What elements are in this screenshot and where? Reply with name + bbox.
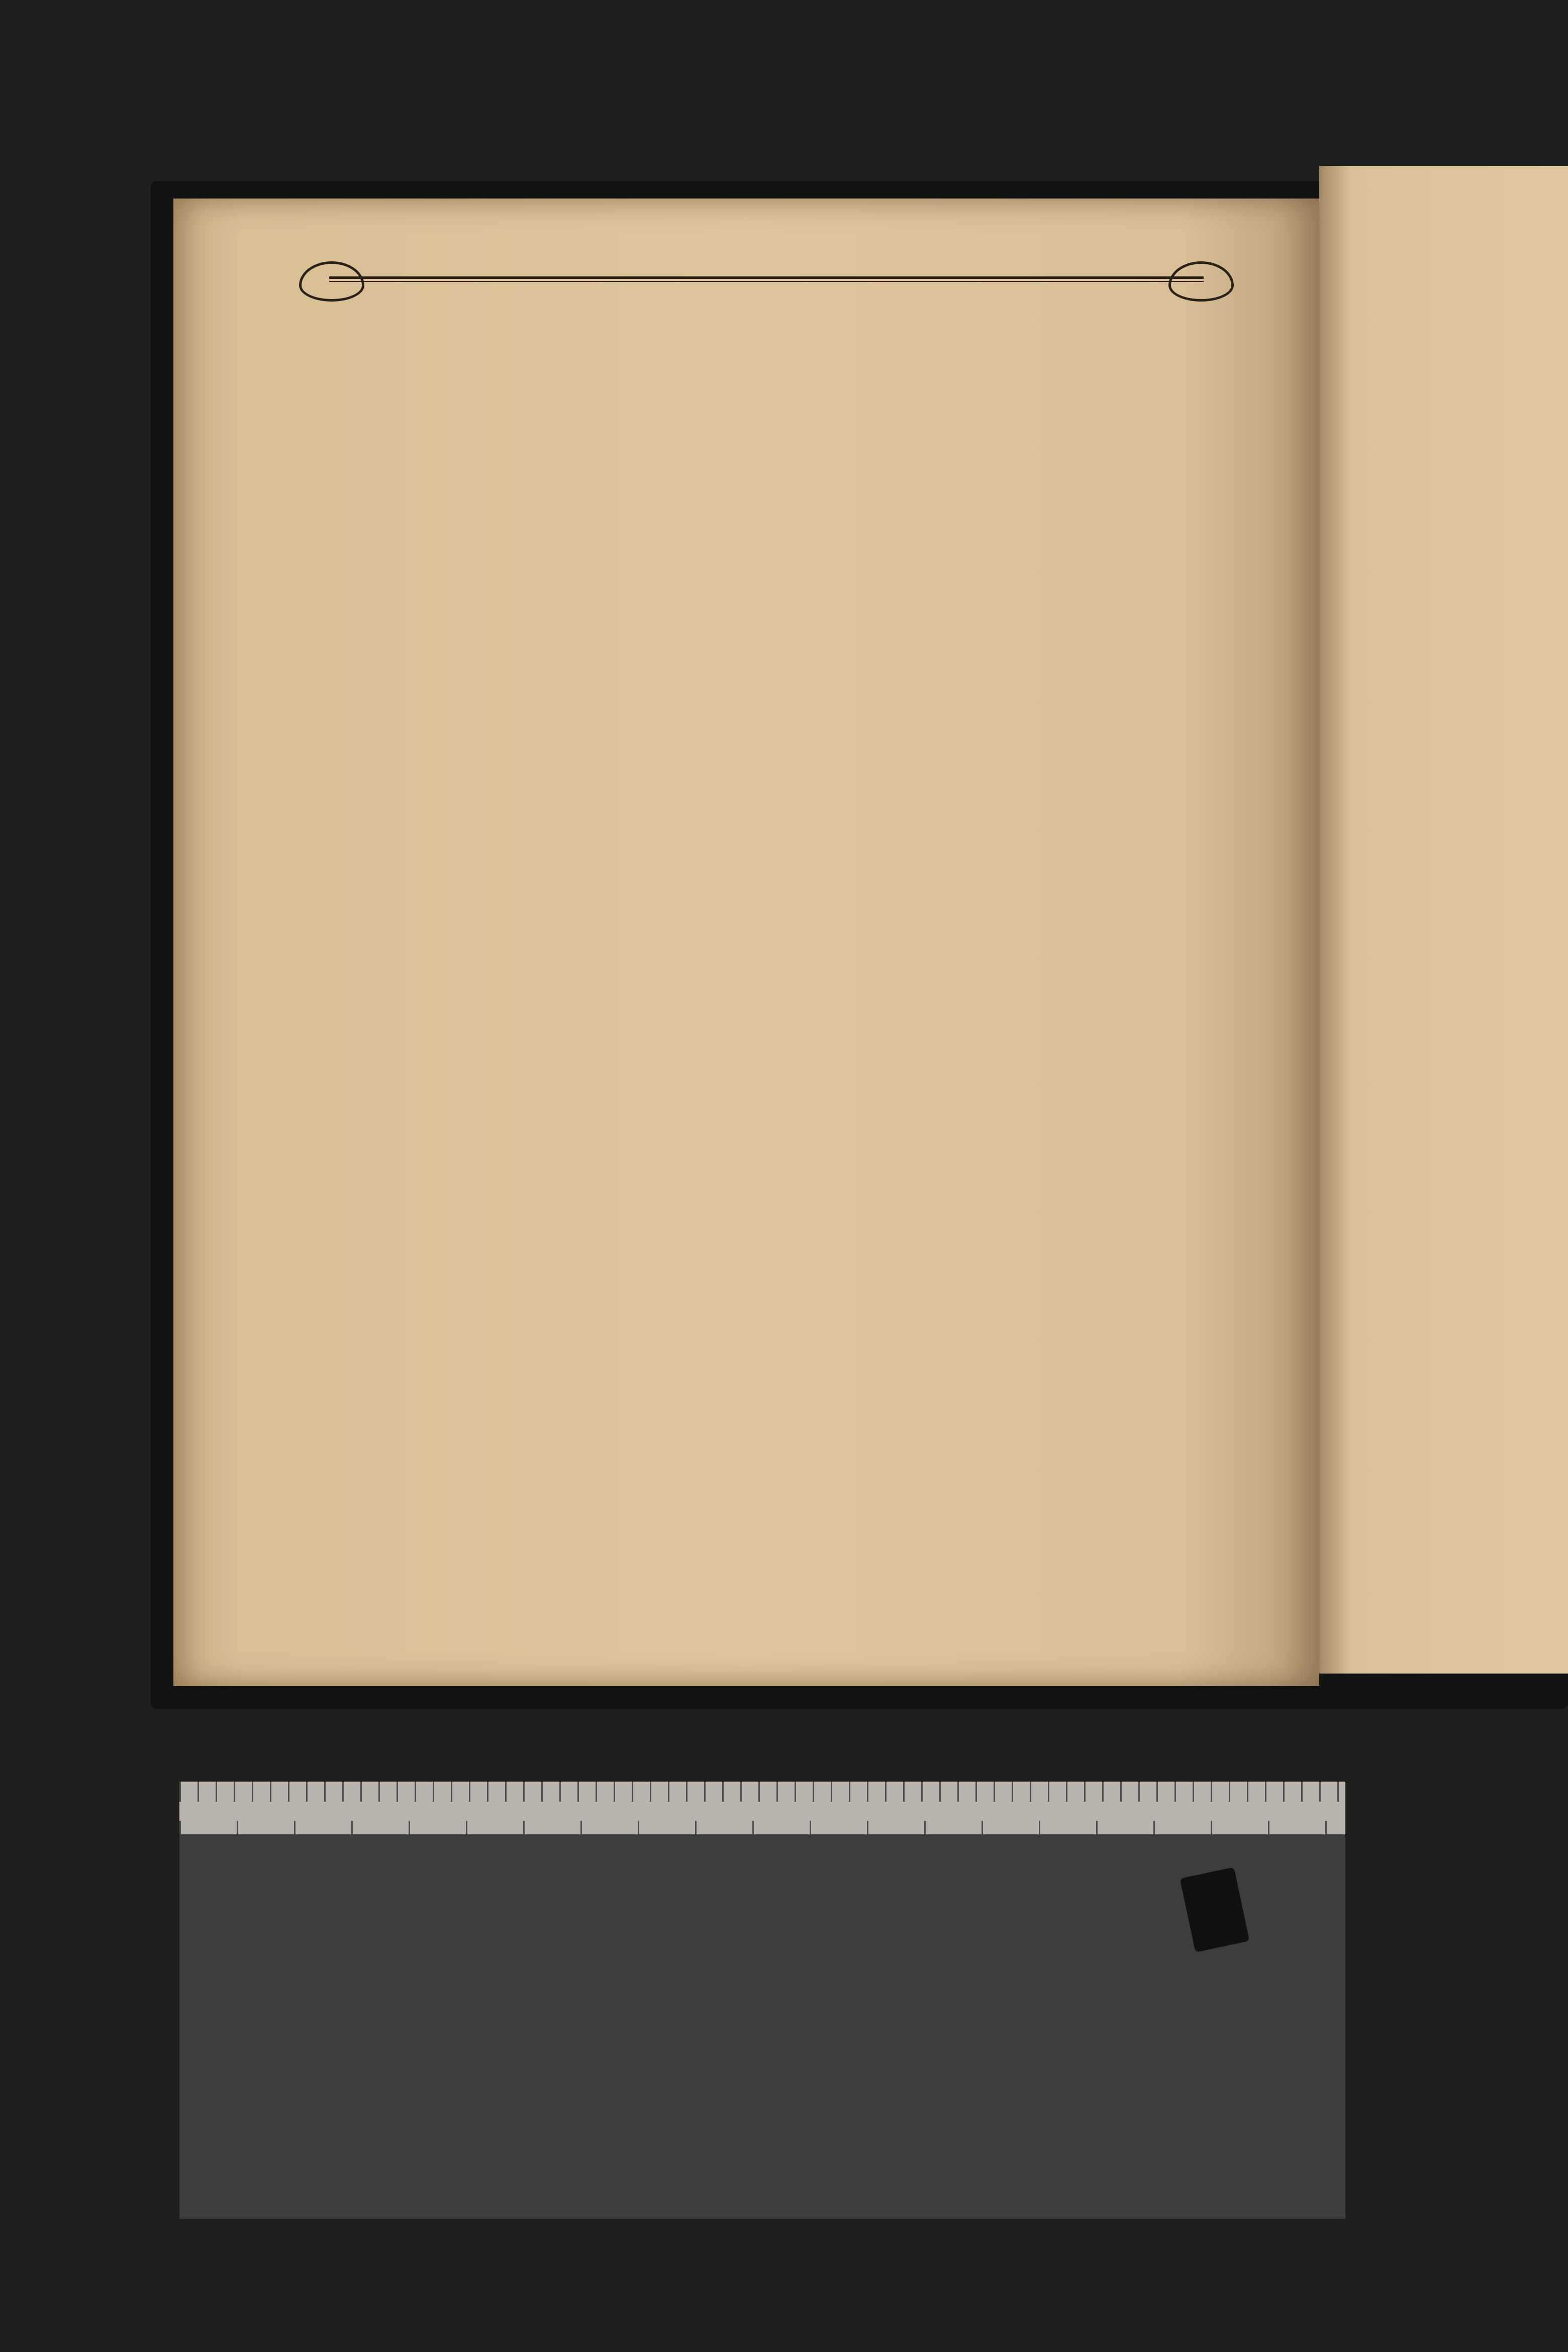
ruler-numbers [179,1782,1345,1834]
danes-picta-logo [1180,1867,1250,1952]
swatch-row-light [179,1982,1345,2080]
running-title-text [751,241,781,275]
swatch-row-dark [179,2083,1345,2181]
swatch-labels [179,1947,1345,1973]
running-title [299,241,1234,275]
colour-chart [179,1782,1345,2219]
left-page [173,199,1319,1686]
running-header [299,241,1234,297]
ruler [179,1782,1345,1834]
header-rule [329,276,1204,282]
right-page-column [1387,281,1568,1658]
